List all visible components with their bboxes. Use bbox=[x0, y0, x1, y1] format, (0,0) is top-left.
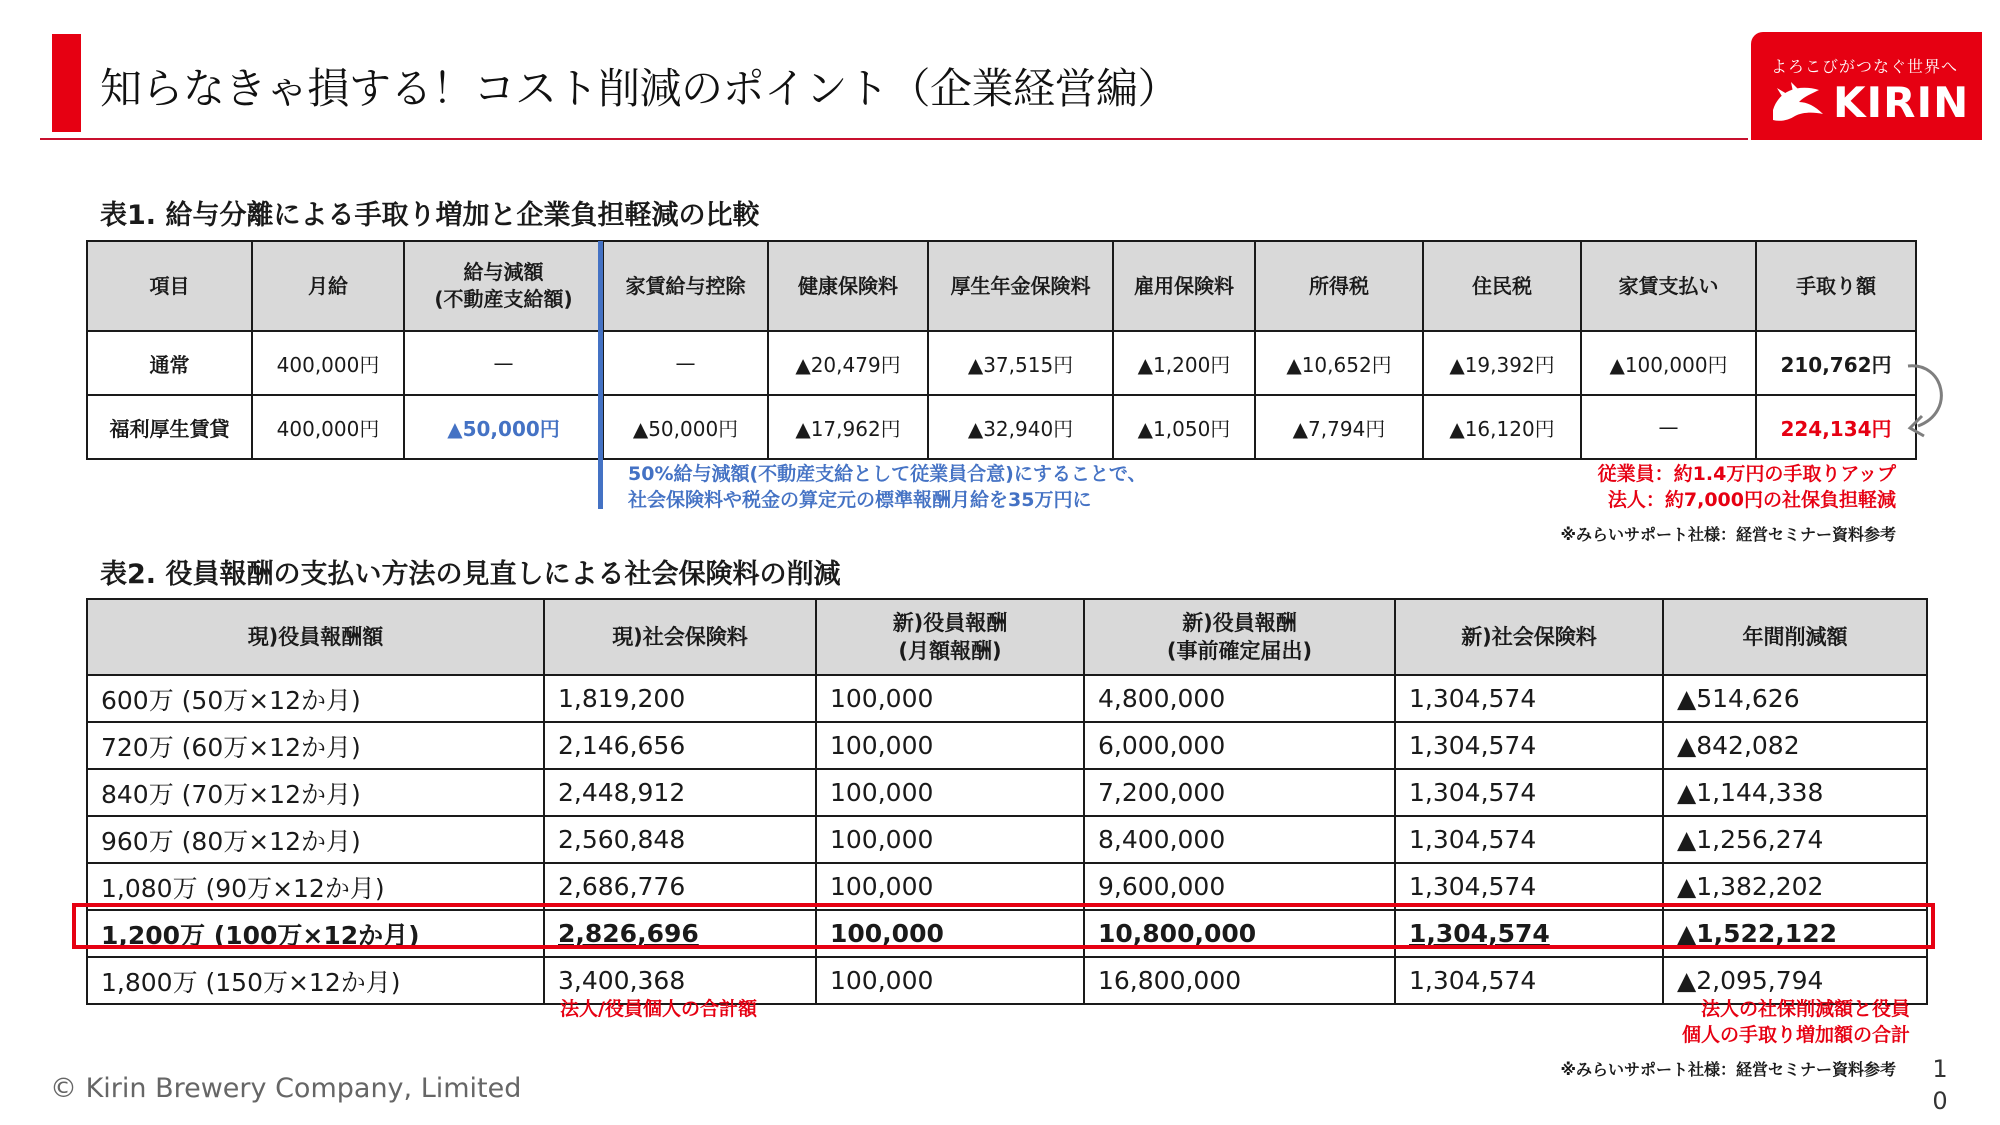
table-cell: ▲1,522,122 bbox=[1663, 910, 1927, 957]
highlight-box bbox=[72, 903, 1935, 949]
logo-wordmark: KIRIN bbox=[1833, 78, 1970, 127]
header-employment-insurance: 雇用保険料 bbox=[1113, 241, 1255, 331]
table-cell: ▲50,000円 bbox=[603, 395, 768, 459]
table-cell: ▲2,095,794 bbox=[1663, 957, 1927, 1004]
table-cell: ▲19,392円 bbox=[1423, 331, 1581, 395]
logo-tagline: よろこびがつなぐ世界へ bbox=[1771, 57, 1959, 76]
curved-arrow-icon bbox=[1904, 352, 1954, 440]
table-cell: 100,000 bbox=[816, 957, 1084, 1004]
table-cell: ▲1,200円 bbox=[1113, 331, 1255, 395]
take-home-welfare: 224,134円 bbox=[1756, 395, 1916, 459]
table-cell: — bbox=[603, 331, 768, 395]
table-cell: 8,400,000 bbox=[1084, 816, 1395, 863]
table-cell: 1,200万 (100万×12か月) bbox=[87, 910, 544, 957]
header-item: 項目 bbox=[87, 241, 252, 331]
blue-annotation-line: 50%給与減額(不動産支給として従業員合意)にすることで、 bbox=[628, 463, 1147, 485]
table2-title: 表2. 役員報酬の支払い方法の見直しによる社会保険料の削減 bbox=[100, 559, 841, 590]
header-pension: 厚生年金保険料 bbox=[928, 241, 1113, 331]
table-cell: 9,600,000 bbox=[1084, 863, 1395, 910]
header-resident-tax: 住民税 bbox=[1423, 241, 1581, 331]
table-header-row bbox=[87, 241, 1916, 331]
table-cell: ▲20,479円 bbox=[768, 331, 928, 395]
header-new-insurance: 新)社会保険料 bbox=[1395, 599, 1663, 675]
table-cell: 16,800,000 bbox=[1084, 957, 1395, 1004]
table-cell: 2,686,776 bbox=[544, 863, 816, 910]
table-cell: 100,000 bbox=[816, 722, 1084, 769]
table-cell: 1,800万 (150万×12か月) bbox=[87, 957, 544, 1004]
table-cell: ▲1,050円 bbox=[1113, 395, 1255, 459]
copyright-text: © Kirin Brewery Company, Limited bbox=[50, 1073, 522, 1104]
header-new-predetermined: 新)役員報酬 (事前確定届出) bbox=[1084, 599, 1395, 675]
underlined-value: 2,826,696 bbox=[558, 919, 699, 948]
page-title: 知らなきゃ損する！コスト削減のポイント（企業経営編） bbox=[100, 64, 1180, 113]
table-cell: ▲17,962円 bbox=[768, 395, 928, 459]
table-cell: ▲514,626 bbox=[1663, 675, 1927, 722]
table-cell: 400,000円 bbox=[252, 331, 404, 395]
caption-savings-total bbox=[1682, 996, 1910, 1048]
take-home-normal: 210,762円 bbox=[1756, 331, 1916, 395]
table-cell: 2,146,656 bbox=[544, 722, 816, 769]
title-divider bbox=[40, 138, 1748, 140]
blue-divider-line bbox=[598, 241, 603, 509]
table-cell: ▲1,256,274 bbox=[1663, 816, 1927, 863]
table-cell: 通常 bbox=[87, 331, 252, 395]
table-cell: 1,304,574 bbox=[1395, 675, 1663, 722]
table-cell: 720万 (60万×12か月) bbox=[87, 722, 544, 769]
table-cell: 100,000 bbox=[816, 769, 1084, 816]
table-cell: 7,200,000 bbox=[1084, 769, 1395, 816]
table-cell: 2,448,912 bbox=[544, 769, 816, 816]
table-row bbox=[87, 675, 1927, 722]
table-cell: 100,000 bbox=[816, 910, 1084, 957]
table-row bbox=[87, 769, 1927, 816]
table-cell: 1,080万 (90万×12か月) bbox=[87, 863, 544, 910]
salary-comparison-table bbox=[86, 240, 1917, 460]
table-cell: 100,000 bbox=[816, 816, 1084, 863]
table-cell: 4,800,000 bbox=[1084, 675, 1395, 722]
header-current-insurance: 現)社会保険料 bbox=[544, 599, 816, 675]
table-cell: 1,304,574 bbox=[1395, 769, 1663, 816]
header-annual-savings: 年間削減額 bbox=[1663, 599, 1927, 675]
table-cell: ▲16,120円 bbox=[1423, 395, 1581, 459]
table-cell: 400,000円 bbox=[252, 395, 404, 459]
table-cell: 1,819,200 bbox=[544, 675, 816, 722]
source-note: ※みらいサポート社様：経営セミナー資料参考 bbox=[1560, 525, 1896, 544]
table-cell: 福利厚生賃貸 bbox=[87, 395, 252, 459]
header-take-home: 手取り額 bbox=[1756, 241, 1916, 331]
header-rent-payment: 家賃支払い bbox=[1581, 241, 1756, 331]
table-cell: 840万 (70万×12か月) bbox=[87, 769, 544, 816]
table-cell: ▲32,940円 bbox=[928, 395, 1113, 459]
table-cell: ▲7,794円 bbox=[1255, 395, 1423, 459]
table1-title: 表1. 給与分離による手取り増加と企業負担軽減の比較 bbox=[100, 200, 760, 231]
header-salary-reduction: 給与減額 (不動産支給額) bbox=[404, 241, 603, 331]
table-cell: 1,304,574 bbox=[1395, 957, 1663, 1004]
table-cell: — bbox=[404, 331, 603, 395]
kirin-mark-icon bbox=[1769, 80, 1827, 126]
table-cell: ▲100,000円 bbox=[1581, 331, 1756, 395]
kirin-logo bbox=[1751, 32, 1982, 140]
table-cell: 960万 (80万×12か月) bbox=[87, 816, 544, 863]
table-cell: — bbox=[1581, 395, 1756, 459]
table-row bbox=[87, 722, 1927, 769]
table-cell: 100,000 bbox=[816, 863, 1084, 910]
table-cell: 6,000,000 bbox=[1084, 722, 1395, 769]
header-new-monthly: 新)役員報酬 (月額報酬) bbox=[816, 599, 1084, 675]
table-cell: ▲842,082 bbox=[1663, 722, 1927, 769]
header-monthly-salary: 月給 bbox=[252, 241, 404, 331]
blue-annotation bbox=[628, 461, 1146, 513]
caption-line: 法人の社保削減額と役員 bbox=[1700, 998, 1910, 1020]
caption-total-amount: 法人/役員個人の合計額 bbox=[560, 998, 757, 1020]
header-rent-deduction: 家賃給与控除 bbox=[603, 241, 768, 331]
table-row bbox=[87, 816, 1927, 863]
table-row bbox=[87, 331, 1916, 395]
salary-reduction-value: ▲50,000円 bbox=[404, 395, 603, 459]
red-annotation-line: 従業員：約1.4万円の手取りアップ bbox=[1597, 463, 1896, 485]
table-cell: 3,400,368 bbox=[544, 957, 816, 1004]
table-row bbox=[87, 395, 1916, 459]
table-cell: 100,000 bbox=[816, 675, 1084, 722]
header-health-insurance: 健康保険料 bbox=[768, 241, 928, 331]
red-annotation bbox=[1598, 461, 1896, 513]
source-note: ※みらいサポート社様：経営セミナー資料参考 bbox=[1560, 1060, 1896, 1079]
blue-annotation-line: 社会保険料や税金の算定元の標準報酬月給を35万円に bbox=[628, 489, 1092, 511]
table-cell: 1,304,574 bbox=[1395, 816, 1663, 863]
table-cell: 600万 (50万×12か月) bbox=[87, 675, 544, 722]
table-cell: 1,304,574 bbox=[1395, 722, 1663, 769]
red-annotation-line: 法人：約7,000円の社保負担軽減 bbox=[1607, 489, 1896, 511]
page-number: 10 bbox=[1932, 1055, 1948, 1115]
table-cell: ▲37,515円 bbox=[928, 331, 1113, 395]
underlined-value: 1,304,574 bbox=[1409, 919, 1550, 948]
table-row bbox=[87, 957, 1927, 1004]
table-cell: 2,560,848 bbox=[544, 816, 816, 863]
table-cell: ▲1,382,202 bbox=[1663, 863, 1927, 910]
caption-line: 個人の手取り増加額の合計 bbox=[1681, 1024, 1910, 1046]
table-cell: 10,800,000 bbox=[1084, 910, 1395, 957]
table-cell: ▲1,144,338 bbox=[1663, 769, 1927, 816]
table-header-row bbox=[87, 599, 1927, 675]
table-cell: 1,304,574 bbox=[1395, 863, 1663, 910]
table-cell: ▲10,652円 bbox=[1255, 331, 1423, 395]
header-current-compensation: 現)役員報酬額 bbox=[87, 599, 544, 675]
title-accent-bar bbox=[52, 34, 81, 132]
header-income-tax: 所得税 bbox=[1255, 241, 1423, 331]
